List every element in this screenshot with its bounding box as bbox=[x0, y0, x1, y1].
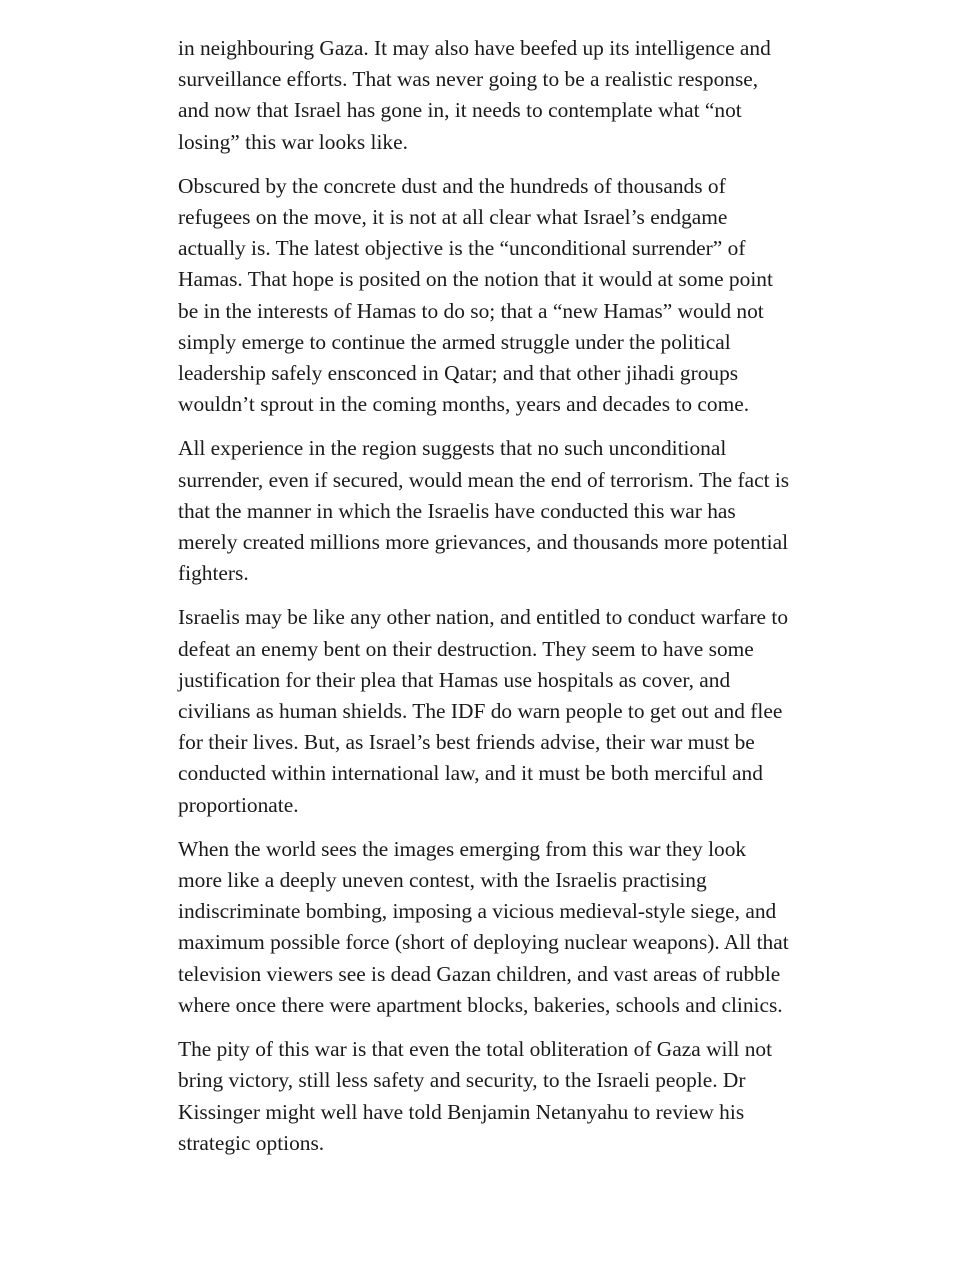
article-paragraph: All experience in the region suggests that no such unconditional surrender, even if secured, would mean the end of terrorism. The fact is that the manner in which the Israelis have conducted this war has merely created millions more grievances, and thousands more potential fighters. bbox=[178, 436, 790, 586]
article-paragraph: in neighbouring Gaza. It may also have beefed up its intelligence and surveillance efforts. That was never going to be a realistic response, and now that Israel has gone in, it needs to contemplate what “not losing” this war looks like. bbox=[178, 36, 771, 154]
article-body bbox=[178, 33, 790, 1172]
article-paragraph: The pity of this war is that even the total obliteration of Gaza will not bring victory, still less safety and security, to the Israeli people. Dr Kissinger might well have told Benjamin Netanyahu to review his strategic options. bbox=[178, 1037, 773, 1155]
article-paragraph: Obscured by the concrete dust and the hundreds of thousands of refugees on the move, it is not at all clear what Israel’s endgame actually is. The latest objective is the “unconditional surrender” of Hamas. That hope is posited on the notion that it would at some point be in the interests of Hamas to do so; that a “new Hamas” would not simply emerge to continue the armed struggle under the political leadership safely ensconced in Qatar; and that other jihadi groups wouldn’t sprout in the coming months, years and decades to come. bbox=[178, 173, 773, 417]
article-paragraph: Israelis may be like any other nation, and entitled to conduct warfare to defeat an enemy bent on their destruction. They seem to have some justification for their plea that Hamas use hospitals as cover, and civilians as human shields. The IDF do warn people to get out and flee for their lives. But, as Israel’s best friends advise, their war must be conducted within international law, and it must be both merciful and proportionate. bbox=[178, 605, 789, 817]
article-paragraph: When the world sees the images emerging from this war they look more like a deeply uneven contest, with the Israelis practising indiscriminate bombing, imposing a vicious medieval-style siege, and maximum possible force (short of deploying nuclear weapons). All that television viewers see is dead Gazan children, and vast areas of rubble where once there were apartment blocks, bakeries, schools and clinics. bbox=[178, 836, 789, 1017]
